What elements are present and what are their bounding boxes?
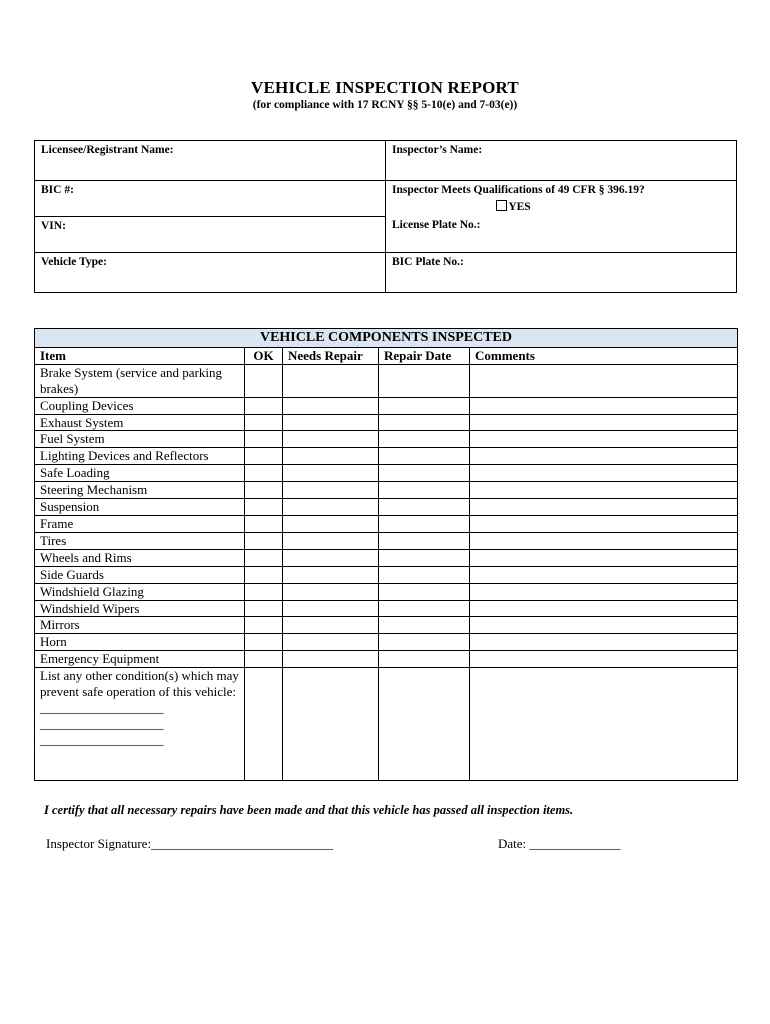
comments-cell[interactable] <box>470 617 738 634</box>
licensee-name-field[interactable] <box>35 141 386 181</box>
table-row <box>35 431 738 448</box>
component-item-label: Safe Loading <box>35 465 245 482</box>
component-item-label: Frame <box>35 515 245 532</box>
repair-date-cell[interactable] <box>379 600 470 617</box>
vin-field[interactable] <box>35 216 386 252</box>
table-row <box>35 448 738 465</box>
ok-cell[interactable] <box>245 482 283 499</box>
other-ok-cell[interactable] <box>245 668 283 781</box>
comments-cell[interactable] <box>470 465 738 482</box>
comments-cell[interactable] <box>470 397 738 414</box>
bic-number-field[interactable] <box>35 181 386 217</box>
comments-cell[interactable] <box>470 414 738 431</box>
component-item-label: Brake System (service and parking brakes) <box>35 364 245 397</box>
components-table <box>34 328 738 781</box>
table-row <box>35 600 738 617</box>
repair-date-cell[interactable] <box>379 414 470 431</box>
ok-cell[interactable] <box>245 465 283 482</box>
needs-repair-cell[interactable] <box>283 448 379 465</box>
other-conditions-row <box>35 668 738 781</box>
component-item-label: Mirrors <box>35 617 245 634</box>
repair-date-cell[interactable] <box>379 482 470 499</box>
table-row <box>35 532 738 549</box>
ok-cell[interactable] <box>245 566 283 583</box>
repair-date-cell[interactable] <box>379 397 470 414</box>
ok-cell[interactable] <box>245 651 283 668</box>
needs-repair-cell[interactable] <box>283 549 379 566</box>
repair-date-cell[interactable] <box>379 549 470 566</box>
needs-repair-cell[interactable] <box>283 431 379 448</box>
qualifications-label: Inspector Meets Qualifications of 49 CFR § 396.19? <box>392 184 645 196</box>
other-conditions-cell[interactable] <box>35 668 245 781</box>
checkbox-icon[interactable] <box>496 200 507 211</box>
table-row <box>35 364 738 397</box>
ok-cell[interactable] <box>245 431 283 448</box>
repair-date-cell[interactable] <box>379 431 470 448</box>
blank-line[interactable]: ___________________ <box>40 715 164 731</box>
vehicle-info-table <box>34 140 737 293</box>
ok-cell[interactable] <box>245 617 283 634</box>
component-item-label: Steering Mechanism <box>35 482 245 499</box>
table-row <box>35 617 738 634</box>
comments-cell[interactable] <box>470 549 738 566</box>
vin-label: VIN: <box>41 219 66 232</box>
comments-cell[interactable] <box>470 583 738 600</box>
component-item-label: Fuel System <box>35 431 245 448</box>
table-row <box>35 414 738 431</box>
vehicle-type-field[interactable] <box>35 252 386 292</box>
other-comments-cell[interactable] <box>470 668 738 781</box>
repair-date-cell[interactable] <box>379 634 470 651</box>
component-item-label: Tires <box>35 532 245 549</box>
needs-repair-cell[interactable] <box>283 634 379 651</box>
needs-repair-cell[interactable] <box>283 515 379 532</box>
needs-repair-cell[interactable] <box>283 600 379 617</box>
repair-date-cell[interactable] <box>379 499 470 516</box>
ok-cell[interactable] <box>245 583 283 600</box>
certification-statement: I certify that all necessary repairs have been made and that this vehicle has passed all inspection items. <box>44 803 574 817</box>
blank-line[interactable]: ___________________ <box>40 699 164 715</box>
needs-repair-cell[interactable] <box>283 566 379 583</box>
component-item-label: Side Guards <box>35 566 245 583</box>
component-item-label: Wheels and Rims <box>35 549 245 566</box>
inspector-name-field[interactable] <box>386 141 737 181</box>
repair-date-cell[interactable] <box>379 651 470 668</box>
needs-repair-cell[interactable] <box>283 414 379 431</box>
repair-date-cell[interactable] <box>379 364 470 397</box>
repair-date-cell[interactable] <box>379 532 470 549</box>
component-item-label: Horn <box>35 634 245 651</box>
repair-date-cell[interactable] <box>379 448 470 465</box>
needs-repair-cell[interactable] <box>283 617 379 634</box>
ok-cell[interactable] <box>245 549 283 566</box>
comments-cell[interactable] <box>470 600 738 617</box>
component-item-label: Coupling Devices <box>35 397 245 414</box>
yes-label: YES <box>508 201 531 213</box>
table-row <box>35 482 738 499</box>
needs-repair-cell[interactable] <box>283 583 379 600</box>
component-item-label: Suspension <box>35 499 245 516</box>
needs-repair-cell[interactable] <box>283 364 379 397</box>
licensee-name-label: Licensee/Registrant Name: <box>41 144 174 156</box>
repair-date-cell[interactable] <box>379 465 470 482</box>
yes-option[interactable] <box>392 200 730 213</box>
needs-repair-cell[interactable] <box>283 651 379 668</box>
ok-cell[interactable] <box>245 499 283 516</box>
inspector-name-label: Inspector’s Name: <box>392 144 483 156</box>
comments-cell[interactable] <box>470 364 738 397</box>
other-repair-date-cell[interactable] <box>379 668 470 781</box>
needs-repair-cell[interactable] <box>283 465 379 482</box>
component-item-label: Windshield Glazing <box>35 583 245 600</box>
column-header-needs-repair: Needs Repair <box>283 347 379 364</box>
comments-cell[interactable] <box>470 566 738 583</box>
table-row <box>35 583 738 600</box>
needs-repair-cell[interactable] <box>283 397 379 414</box>
comments-cell[interactable] <box>470 515 738 532</box>
inspector-signature-line[interactable]: Inspector Signature:____________________________ <box>46 836 334 851</box>
other-needs-repair-cell[interactable] <box>283 668 379 781</box>
table-row <box>35 397 738 414</box>
license-plate-label: License Plate No.: <box>392 219 481 231</box>
ok-cell[interactable] <box>245 600 283 617</box>
needs-repair-cell[interactable] <box>283 482 379 499</box>
comments-cell[interactable] <box>470 431 738 448</box>
other-conditions-label: List any other condition(s) which may prevent safe operation of this vehicle: <box>40 668 239 700</box>
ok-cell[interactable] <box>245 532 283 549</box>
table-row <box>35 634 738 651</box>
ok-cell[interactable] <box>245 515 283 532</box>
comments-cell[interactable] <box>470 499 738 516</box>
table-row <box>35 566 738 583</box>
blank-line[interactable]: ___________________ <box>40 731 164 747</box>
repair-date-cell[interactable] <box>379 617 470 634</box>
comments-cell[interactable] <box>470 532 738 549</box>
needs-repair-cell[interactable] <box>283 499 379 516</box>
bic-number-label: BIC #: <box>41 184 74 196</box>
ok-cell[interactable] <box>245 397 283 414</box>
ok-cell[interactable] <box>245 364 283 397</box>
comments-cell[interactable] <box>470 651 738 668</box>
page-subtitle: (for compliance with 17 RCNY §§ 5-10(e) and 7-03(e)) <box>252 99 518 111</box>
repair-date-cell[interactable] <box>379 583 470 600</box>
column-header-repair-date: Repair Date <box>379 347 470 364</box>
component-item-label: Lighting Devices and Reflectors <box>35 448 245 465</box>
comments-cell[interactable] <box>470 448 738 465</box>
bic-plate-field[interactable] <box>386 252 737 292</box>
license-plate-field[interactable] <box>386 216 737 252</box>
column-header-item: Item <box>35 347 245 364</box>
repair-date-cell[interactable] <box>379 566 470 583</box>
needs-repair-cell[interactable] <box>283 532 379 549</box>
table-row <box>35 465 738 482</box>
table-row <box>35 549 738 566</box>
qualifications-field <box>386 181 737 217</box>
ok-cell[interactable] <box>245 634 283 651</box>
component-item-label: Exhaust System <box>35 414 245 431</box>
comments-cell[interactable] <box>470 482 738 499</box>
component-item-label: Windshield Wipers <box>35 600 245 617</box>
table-row <box>35 499 738 516</box>
comments-cell[interactable] <box>470 634 738 651</box>
table-row <box>35 651 738 668</box>
column-header-comments: Comments <box>470 347 738 364</box>
ok-cell[interactable] <box>245 448 283 465</box>
vehicle-type-label: Vehicle Type: <box>41 255 107 268</box>
repair-date-cell[interactable] <box>379 515 470 532</box>
page-title: VEHICLE INSPECTION REPORT <box>251 78 519 97</box>
component-item-label: Emergency Equipment <box>35 651 245 668</box>
components-heading: VEHICLE COMPONENTS INSPECTED <box>35 329 738 348</box>
components-body <box>35 364 738 667</box>
table-row <box>35 515 738 532</box>
ok-cell[interactable] <box>245 414 283 431</box>
bic-plate-label: BIC Plate No.: <box>392 255 464 268</box>
column-header-ok: OK <box>245 347 283 364</box>
date-line[interactable]: Date: ______________ <box>498 836 621 851</box>
